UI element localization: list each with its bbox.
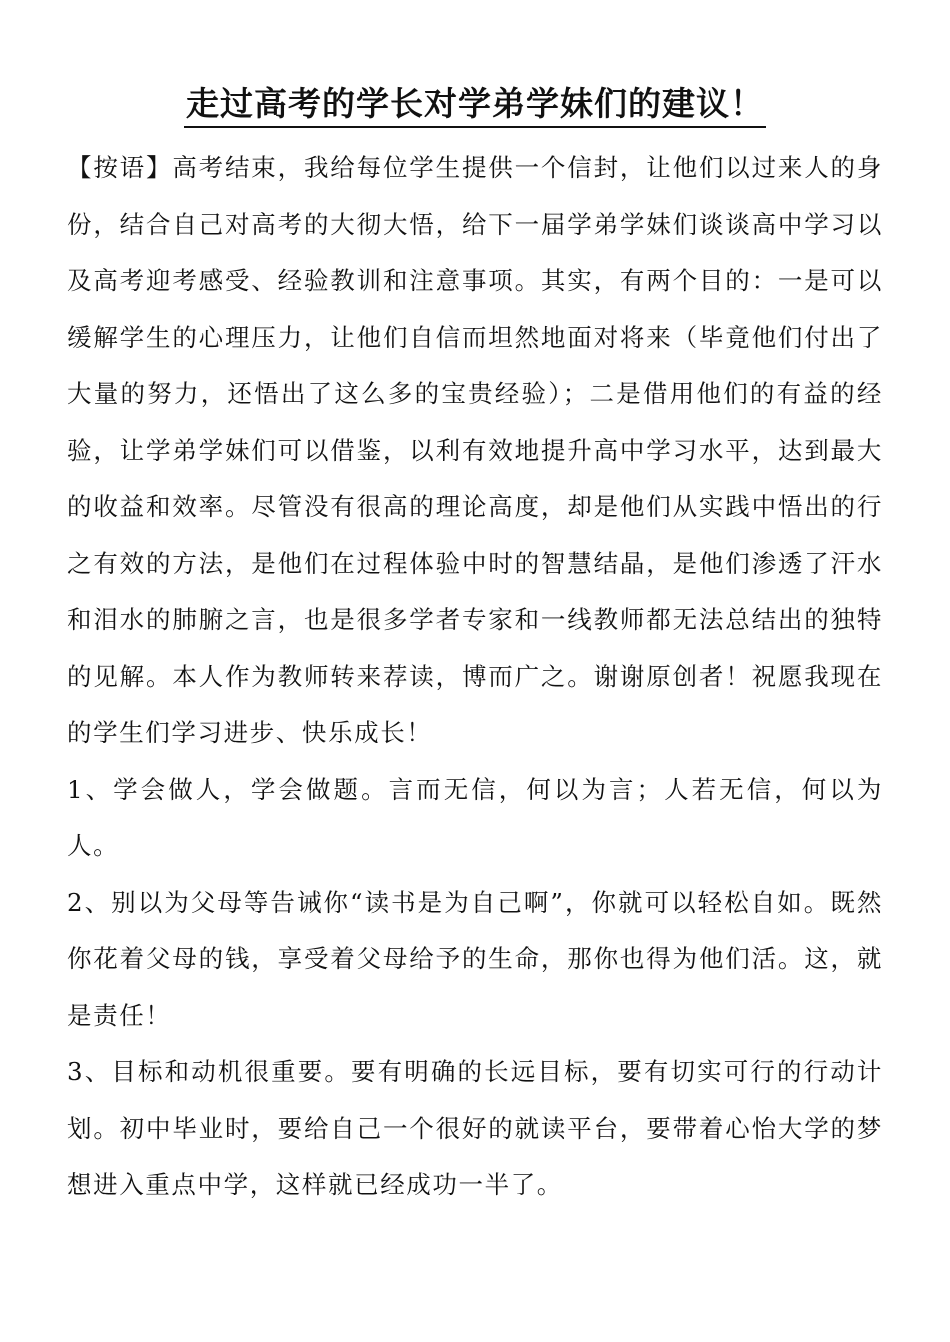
advice-item-3: 3、目标和动机很重要。要有明确的长远目标，要有切实可行的行动计划。初中毕业时，要给自己一个很好的就读平台，要带着心怡大学的梦想进入重点中学，这样就已经成功一半了。	[67, 1057, 883, 1199]
document-title-text: 走过高考的学长对学弟学妹们的建议！	[184, 82, 766, 128]
document-body	[67, 140, 883, 1214]
advice-item-1: 1、学会做人，学会做题。言而无信，何以为言；人若无信，何以为人。	[67, 774, 883, 860]
advice-item-2: 2、别以为父母等告诫你“读书是为自己啊”，你就可以轻松自如。既然你花着父母的钱，享受着父母给予的生命，那你也得为他们活。这，就是责任！	[67, 887, 883, 1030]
editor-note-paragraph: 【按语】高考结束，我给每位学生提供一个信封，让他们以过来人的身份，结合自己对高考的大彻大悟，给下一届学弟学妹们谈谈高中学习以及高考迎考感受、经验教训和注意事项。其实，有两个目的：一是可以缓解学生的心理压力，让他们自信而坦然地面对将来（毕竟他们付出了大量的努力，还悟出了这么多的宝贵经验）；二是借用他们的有益的经验，让学弟学妹们可以借鉴，以利有效地提升高中学习水平，达到最大的收益和效率。尽管没有很高的理论高度，却是他们从实践中悟出的行之有效的方法，是他们在过程体验中时的智慧结晶，是他们渗透了汗水和泪水的肺腑之言，也是很多学者专家和一线教师都无法总结出的独特的见解。本人作为教师转来荐读，博而广之。谢谢原创者！祝愿我现在的学生们学习进步、快乐成长！	[67, 153, 883, 747]
document-title	[0, 82, 950, 128]
